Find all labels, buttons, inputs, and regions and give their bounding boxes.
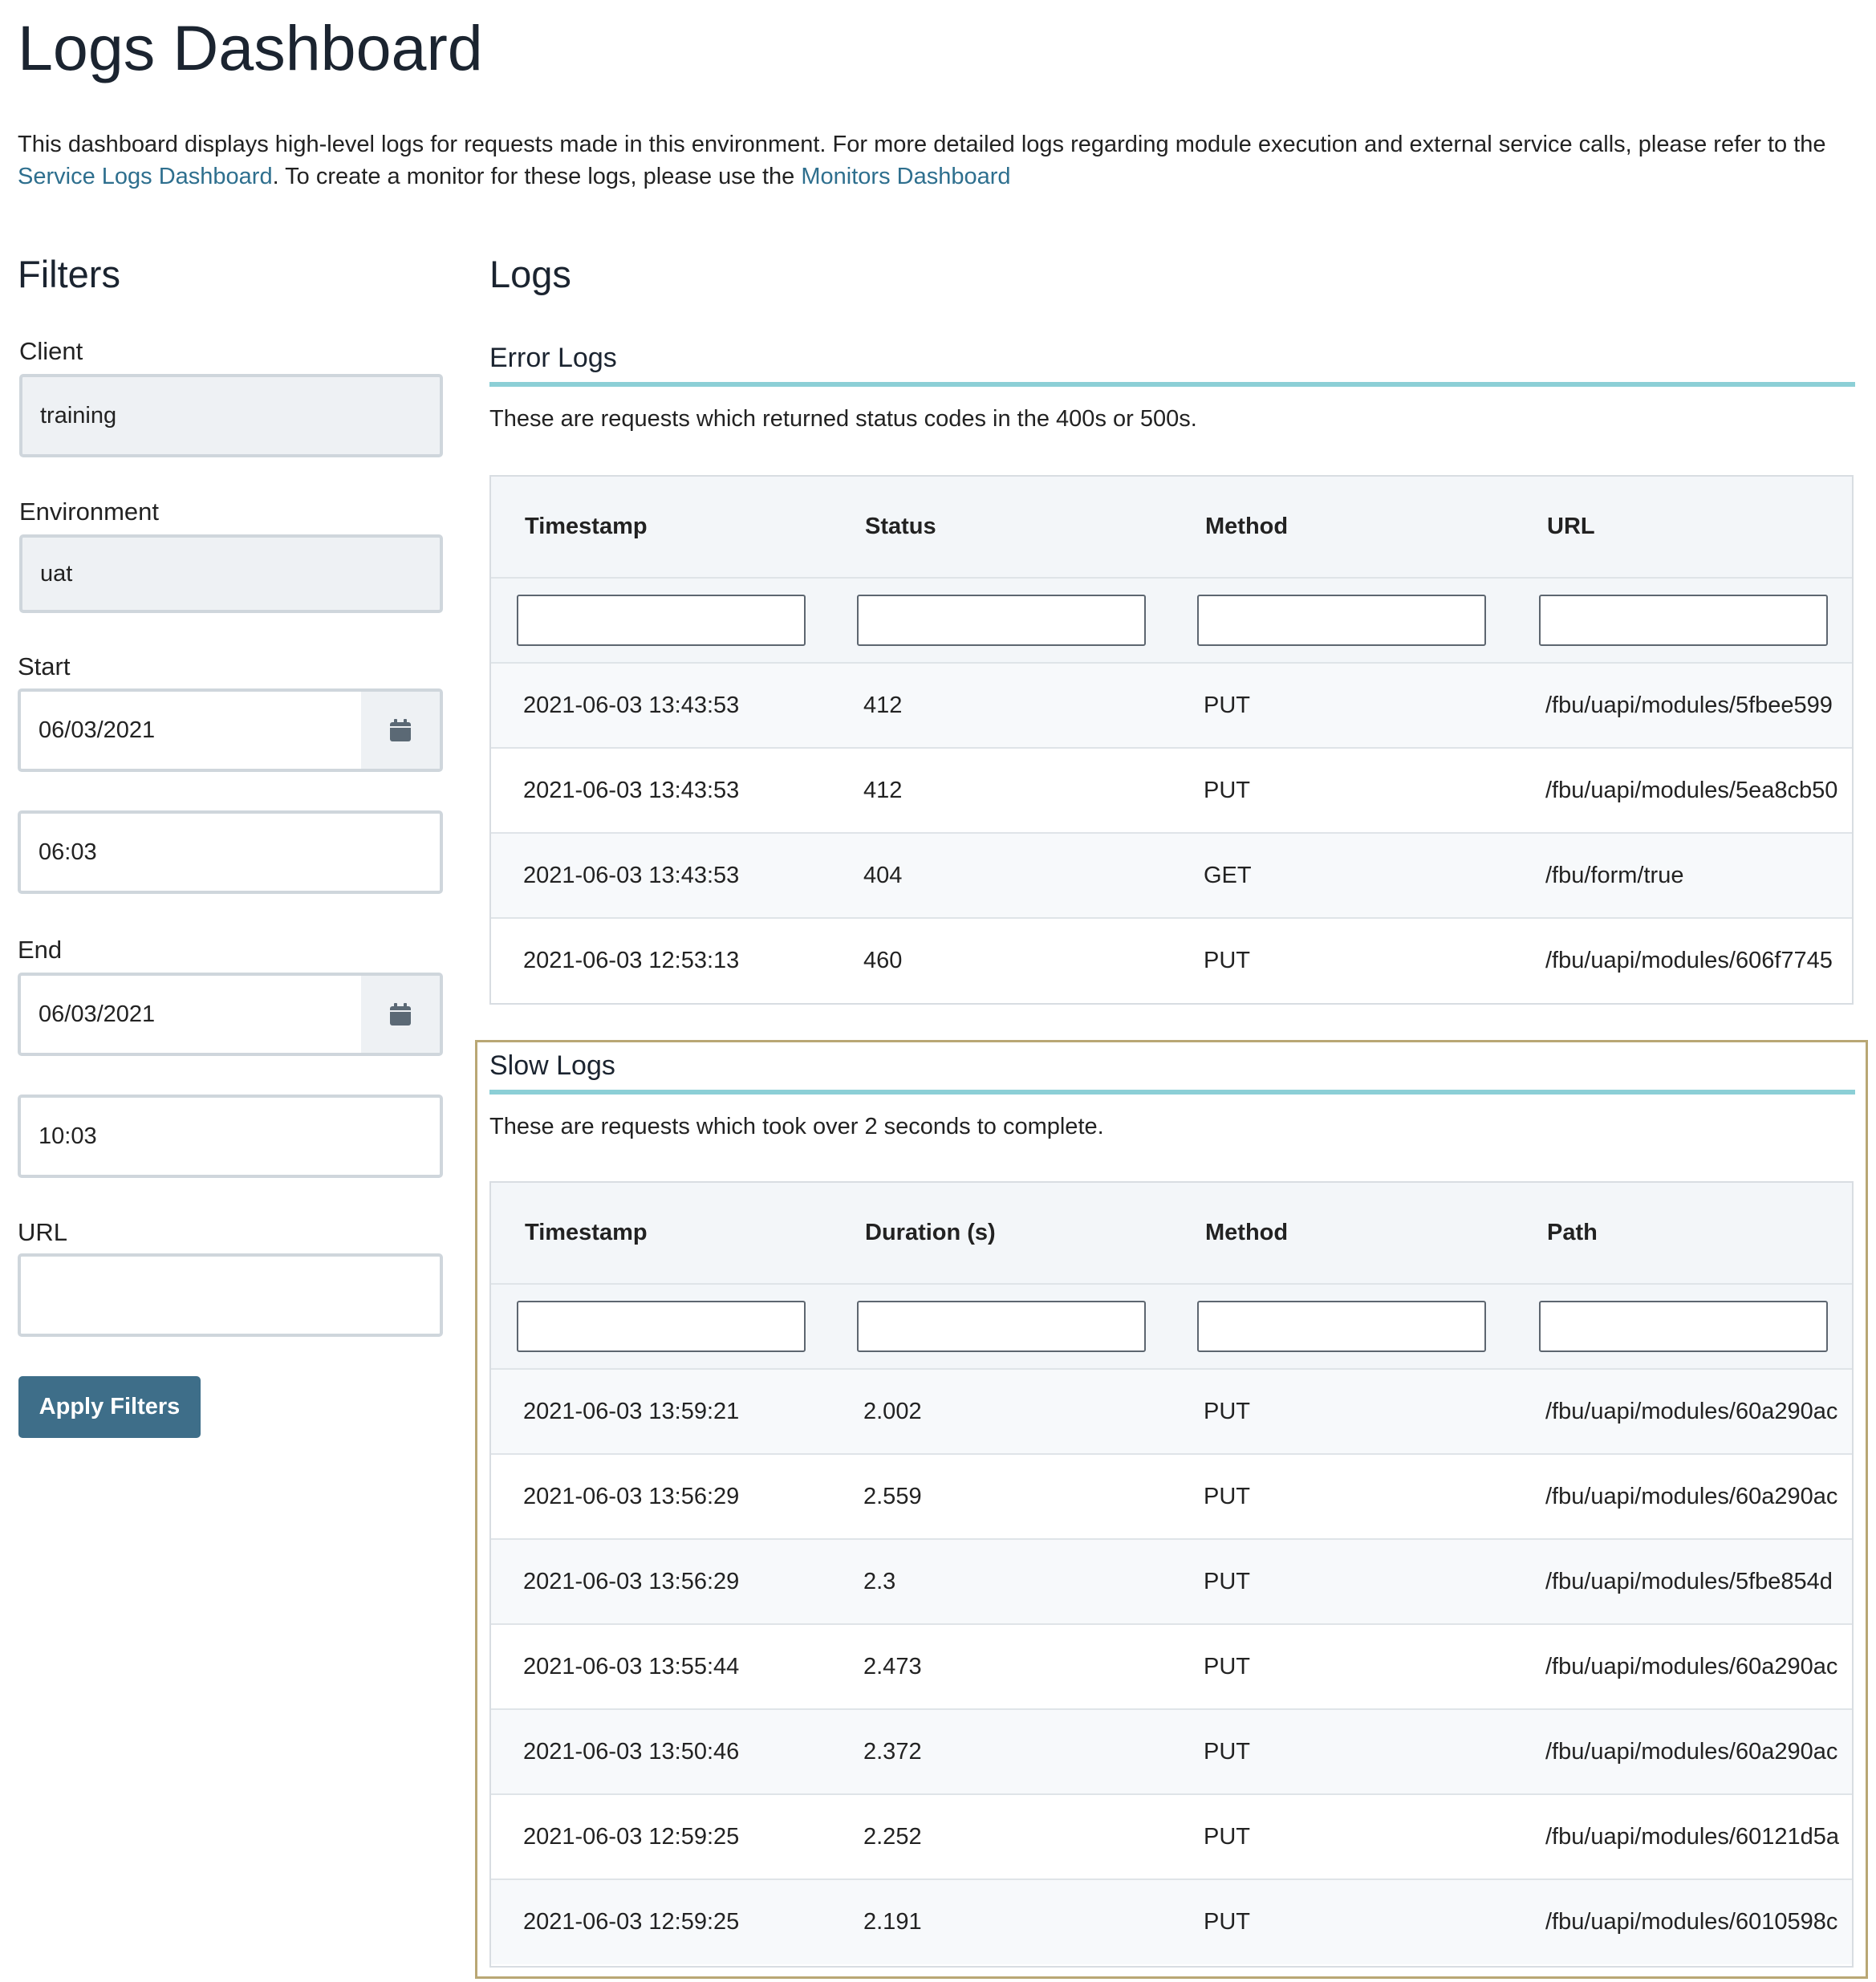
path-cell: /fbu/uapi/modules/60121d5a bbox=[1513, 1794, 1852, 1879]
method-filter-input[interactable] bbox=[1197, 595, 1486, 646]
column-filter-row bbox=[491, 578, 1852, 663]
table-row[interactable] bbox=[491, 1794, 1852, 1879]
status-cell: 412 bbox=[831, 748, 1171, 833]
duration-filter-input[interactable] bbox=[857, 1301, 1146, 1352]
method-filter-input[interactable] bbox=[1197, 1301, 1486, 1352]
method-cell: PUT bbox=[1171, 748, 1513, 833]
end-date-picker[interactable] bbox=[18, 973, 443, 1056]
duration-cell: 2.252 bbox=[831, 1794, 1171, 1879]
path-cell: /fbu/uapi/modules/5fbe854d bbox=[1513, 1539, 1852, 1624]
table-header-row bbox=[491, 477, 1852, 578]
calendar-icon bbox=[390, 719, 411, 741]
table-row[interactable] bbox=[491, 1369, 1852, 1454]
start-date-picker[interactable] bbox=[18, 688, 443, 772]
column-header-status[interactable]: Status bbox=[831, 477, 1171, 578]
column-header-timestamp[interactable]: Timestamp bbox=[491, 477, 831, 578]
method-cell: PUT bbox=[1171, 1624, 1513, 1709]
error-logs-title: Error Logs bbox=[489, 343, 617, 373]
client-label: Client bbox=[19, 337, 83, 365]
table-header-row bbox=[491, 1183, 1852, 1284]
path-filter-input[interactable] bbox=[1539, 1301, 1828, 1352]
calendar-icon bbox=[390, 1003, 411, 1026]
method-cell: PUT bbox=[1171, 1454, 1513, 1539]
timestamp-cell: 2021-06-03 13:43:53 bbox=[491, 833, 831, 918]
column-filter-row bbox=[491, 1284, 1852, 1369]
status-cell: 412 bbox=[831, 663, 1171, 748]
page-title: Logs Dashboard bbox=[18, 12, 483, 83]
column-header-url[interactable]: URL bbox=[1513, 477, 1852, 578]
environment-field[interactable] bbox=[19, 534, 443, 613]
slow-logs-table bbox=[489, 1181, 1854, 1968]
method-cell: PUT bbox=[1171, 918, 1513, 1003]
slow-logs-description: These are requests which took over 2 seconds to complete. bbox=[489, 1114, 1104, 1139]
error-logs-description: These are requests which returned status codes in the 400s or 500s. bbox=[489, 406, 1197, 432]
start-time-field[interactable] bbox=[18, 810, 443, 894]
status-cell: 404 bbox=[831, 833, 1171, 918]
start-date-label: Start bbox=[18, 652, 71, 680]
column-header-path[interactable]: Path bbox=[1513, 1183, 1852, 1284]
timestamp-cell: 2021-06-03 13:59:21 bbox=[491, 1369, 831, 1454]
intro-text-part1: This dashboard displays high-level logs for requests made in this environment. For more detailed logs regarding module execution and external service calls, please refer to the bbox=[18, 132, 1826, 157]
method-cell: PUT bbox=[1171, 1709, 1513, 1794]
url-path-label-text: URL bbox=[18, 1218, 67, 1246]
url-cell: /fbu/uapi/modules/5fbee599 bbox=[1513, 663, 1852, 748]
end-time-field[interactable] bbox=[18, 1095, 443, 1178]
path-cell: /fbu/uapi/modules/60a290ac bbox=[1513, 1454, 1852, 1539]
method-cell: PUT bbox=[1171, 1539, 1513, 1624]
filter-cell bbox=[1513, 1284, 1852, 1369]
url-path-field[interactable] bbox=[18, 1253, 443, 1337]
path-cell: /fbu/uapi/modules/60a290ac bbox=[1513, 1369, 1852, 1454]
table-row[interactable] bbox=[491, 748, 1852, 833]
error-logs-table bbox=[489, 475, 1854, 1005]
filter-cell bbox=[831, 1284, 1171, 1369]
filters-title: Filters bbox=[18, 253, 120, 295]
duration-cell: 2.473 bbox=[831, 1624, 1171, 1709]
filter-cell bbox=[1171, 578, 1513, 663]
end-date-label: End bbox=[18, 936, 63, 964]
error-logs-divider bbox=[489, 382, 1855, 387]
logs-title: Logs bbox=[489, 253, 571, 295]
path-cell: /fbu/uapi/modules/60a290ac bbox=[1513, 1709, 1852, 1794]
service-logs-dashboard-link[interactable]: Service Logs Dashboard bbox=[18, 164, 273, 189]
end-date-calendar-button[interactable] bbox=[361, 976, 440, 1053]
column-header-method[interactable]: Method bbox=[1171, 477, 1513, 578]
duration-cell: 2.372 bbox=[831, 1709, 1171, 1794]
method-cell: PUT bbox=[1171, 1794, 1513, 1879]
table-row[interactable] bbox=[491, 663, 1852, 748]
filter-cell bbox=[831, 578, 1171, 663]
table-row[interactable] bbox=[491, 1709, 1852, 1794]
start-date-field[interactable] bbox=[21, 692, 393, 769]
slow-logs-title: Slow Logs bbox=[489, 1050, 615, 1081]
status-filter-input[interactable] bbox=[857, 595, 1146, 646]
table-row[interactable] bbox=[491, 833, 1852, 918]
duration-cell: 2.559 bbox=[831, 1454, 1171, 1539]
path-cell: /fbu/uapi/modules/6010598c bbox=[1513, 1879, 1852, 1964]
environment-label: Environment bbox=[19, 498, 160, 526]
end-date-field[interactable] bbox=[21, 976, 393, 1053]
timestamp-cell: 2021-06-03 12:59:25 bbox=[491, 1879, 831, 1964]
filter-cell bbox=[1513, 578, 1852, 663]
filter-cell bbox=[491, 1284, 831, 1369]
url-filter-input[interactable] bbox=[1539, 595, 1828, 646]
intro-text-part2: . To create a monitor for these logs, please use the bbox=[272, 164, 802, 189]
duration-cell: 2.002 bbox=[831, 1369, 1171, 1454]
timestamp-filter-input[interactable] bbox=[517, 1301, 806, 1352]
timestamp-cell: 2021-06-03 13:56:29 bbox=[491, 1454, 831, 1539]
table-row[interactable] bbox=[491, 918, 1852, 1003]
path-cell: /fbu/uapi/modules/60a290ac bbox=[1513, 1624, 1852, 1709]
url-cell: /fbu/uapi/modules/5ea8cb50 bbox=[1513, 748, 1852, 833]
timestamp-cell: 2021-06-03 13:55:44 bbox=[491, 1624, 831, 1709]
column-header-method[interactable]: Method bbox=[1171, 1183, 1513, 1284]
timestamp-filter-input[interactable] bbox=[517, 595, 806, 646]
method-cell: PUT bbox=[1171, 1879, 1513, 1964]
timestamp-cell: 2021-06-03 13:43:53 bbox=[491, 663, 831, 748]
table-row[interactable] bbox=[491, 1454, 1852, 1539]
start-date-calendar-button[interactable] bbox=[361, 692, 440, 769]
status-cell: 460 bbox=[831, 918, 1171, 1003]
timestamp-cell: 2021-06-03 13:56:29 bbox=[491, 1539, 831, 1624]
duration-cell: 2.191 bbox=[831, 1879, 1171, 1964]
timestamp-cell: 2021-06-03 13:50:46 bbox=[491, 1709, 831, 1794]
url-cell: /fbu/form/true bbox=[1513, 833, 1852, 918]
column-header-duration[interactable]: Duration (s) bbox=[831, 1183, 1171, 1284]
filter-cell bbox=[1171, 1284, 1513, 1369]
timestamp-cell: 2021-06-03 12:53:13 bbox=[491, 918, 831, 1003]
url-cell: /fbu/uapi/modules/606f7745 bbox=[1513, 918, 1852, 1003]
monitors-dashboard-link[interactable]: Monitors Dashboard bbox=[801, 164, 1011, 189]
timestamp-cell: 2021-06-03 12:59:25 bbox=[491, 1794, 831, 1879]
timestamp-cell: 2021-06-03 13:43:53 bbox=[491, 748, 831, 833]
table-row[interactable] bbox=[491, 1879, 1852, 1964]
apply-filters-button[interactable]: Apply Filters bbox=[18, 1376, 201, 1438]
filter-cell bbox=[491, 578, 831, 663]
method-cell: GET bbox=[1171, 833, 1513, 918]
slow-logs-divider bbox=[489, 1090, 1855, 1095]
client-field[interactable] bbox=[19, 374, 443, 457]
table-row[interactable] bbox=[491, 1539, 1852, 1624]
method-cell: PUT bbox=[1171, 1369, 1513, 1454]
method-cell: PUT bbox=[1171, 663, 1513, 748]
table-row[interactable] bbox=[491, 1624, 1852, 1709]
column-header-timestamp[interactable]: Timestamp bbox=[491, 1183, 831, 1284]
duration-cell: 2.3 bbox=[831, 1539, 1171, 1624]
intro-text bbox=[18, 128, 1863, 193]
